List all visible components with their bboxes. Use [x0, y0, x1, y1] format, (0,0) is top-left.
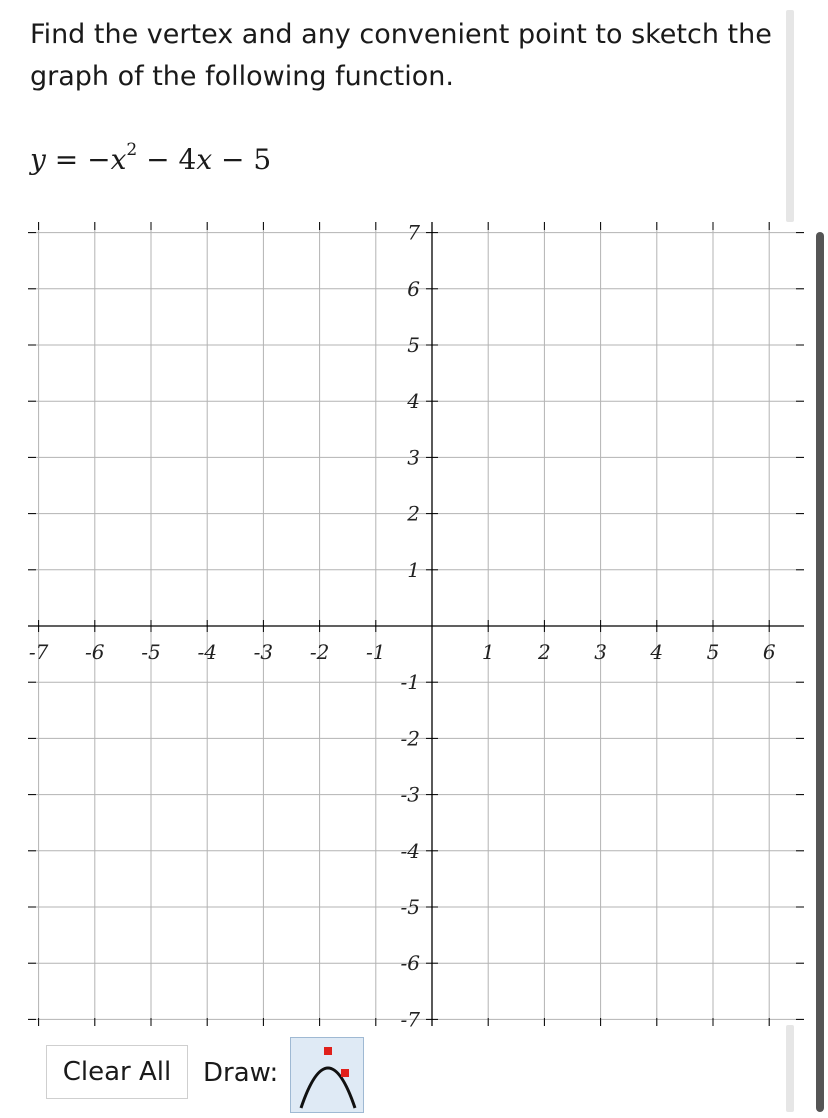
x-tick-label: 4: [650, 640, 664, 664]
parabola-tool-icon: [291, 1038, 365, 1114]
x-tick-label: -4: [197, 640, 217, 664]
y-tick-label: -5: [400, 895, 420, 919]
y-tick-label: 5: [407, 333, 420, 357]
question-text: Find the vertex and any convenient point to sketch the graph of the following function.: [30, 19, 772, 92]
x-tick-label: 3: [594, 640, 607, 664]
y-tick-label: -4: [400, 838, 420, 863]
vertex-point-icon: [324, 1047, 332, 1055]
y-tick-label: -1: [400, 670, 420, 695]
x-tick-label: -7: [28, 640, 49, 664]
parabola-tool-button[interactable]: [290, 1037, 364, 1113]
equation-neg: −: [87, 143, 111, 176]
x-tick-labels: [29, 640, 776, 664]
y-tick-label: 4: [407, 389, 420, 414]
equation-coef: 4: [178, 143, 197, 176]
y-tick-label: -3: [400, 782, 420, 807]
y-tick-label: 2: [407, 501, 420, 526]
x-tick-label: -2: [309, 640, 330, 664]
x-tick-label: -1: [366, 640, 386, 664]
x-tick-label: -3: [253, 640, 274, 664]
equation-x: x: [196, 143, 213, 176]
x-tick-label: 6: [762, 640, 776, 664]
second-point-icon: [341, 1069, 349, 1077]
equation-exponent: 2: [126, 140, 138, 160]
draw-label: Draw:: [203, 1058, 279, 1088]
equation-equals: =: [54, 143, 79, 176]
x-tick-label: -5: [141, 640, 161, 664]
y-tick-label: -2: [400, 726, 420, 751]
clear-all-button[interactable]: Clear All: [46, 1045, 188, 1099]
y-tick-label: 3: [407, 445, 420, 470]
y-tick-label: 6: [407, 276, 420, 301]
x-tick-label: 5: [706, 640, 720, 664]
y-tick-label: -6: [400, 951, 420, 976]
y-tick-label: 7: [407, 220, 420, 245]
equation-constant: 5: [253, 143, 272, 176]
x-tick-label: -6: [85, 640, 105, 664]
equation-minus: −: [146, 143, 170, 176]
x-tick-label: 2: [538, 640, 551, 664]
equation-x-squared: x: [110, 143, 127, 176]
x-tick-label: 1: [481, 640, 495, 664]
y-tick-label: -7: [400, 1007, 420, 1032]
equation-y: y: [30, 143, 46, 176]
equation-minus-const: −: [221, 143, 245, 176]
y-tick-label: 1: [407, 557, 420, 582]
